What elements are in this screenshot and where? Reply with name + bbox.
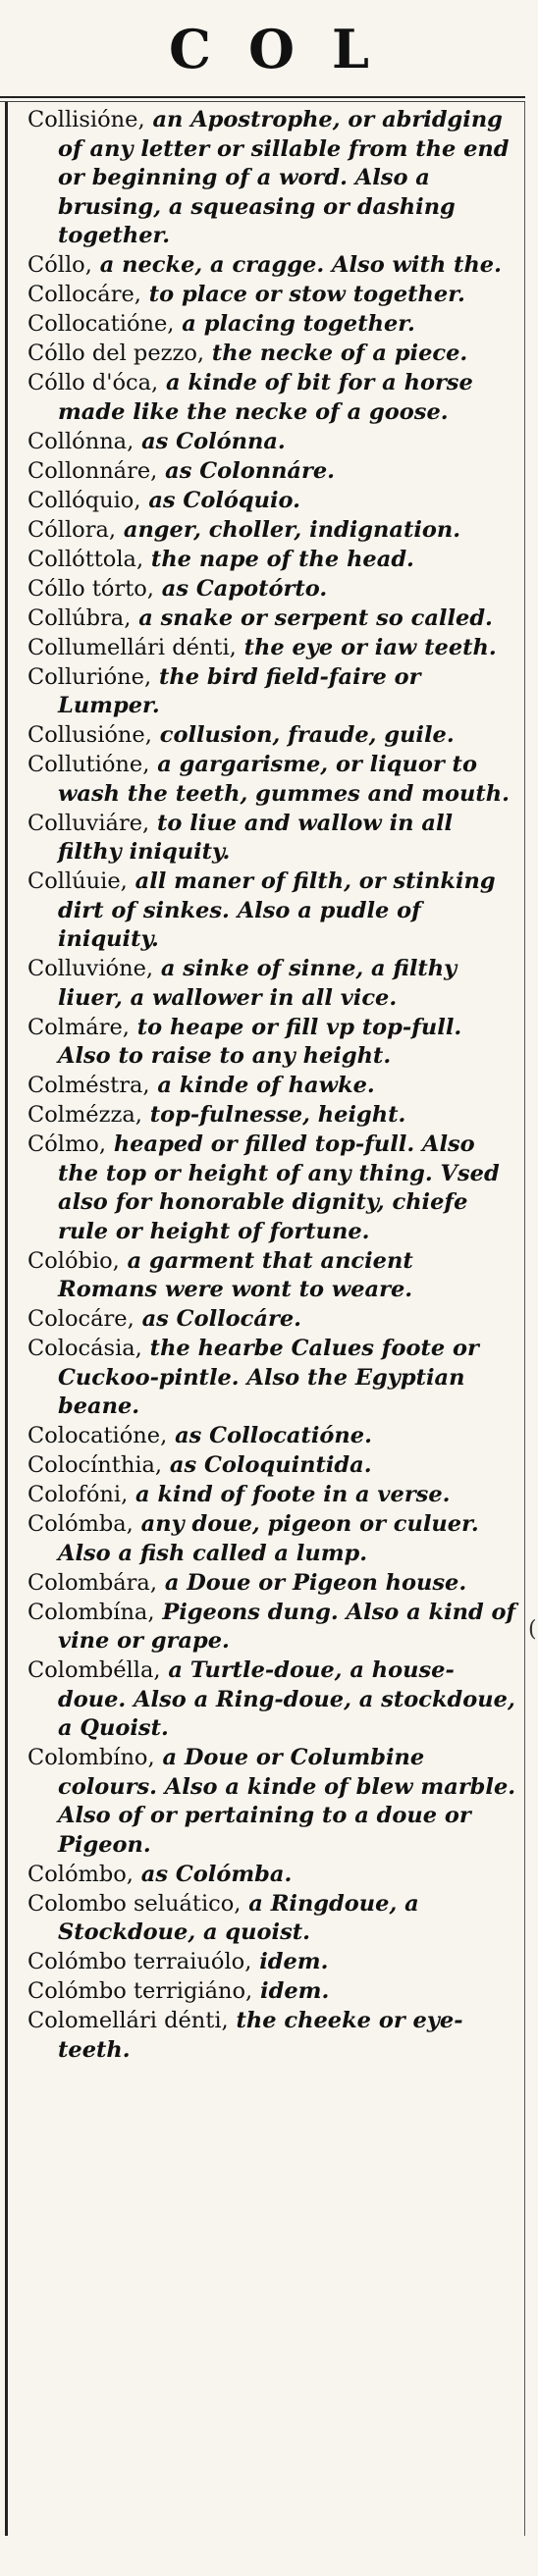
entry-definition: a Doue or Columbine colours. Also a kinde of blew marble. Also of or pertaining to a doue or Pigeon.	[58, 1745, 516, 1858]
entry-headword: Collurióne,	[27, 663, 152, 690]
entry-definition: all maner of filth, or stinking dirt of sinkes. Also a pudle of iniquity.	[58, 868, 496, 952]
dictionary-entry	[27, 516, 518, 546]
page-header-title: COL	[169, 18, 406, 80]
dictionary-entry	[27, 1422, 518, 1451]
entry-headword: Collúuie,	[27, 868, 128, 894]
dictionary-entry	[27, 1977, 518, 2007]
margin-mark: (	[528, 1617, 537, 1642]
entry-headword: Colluvióne,	[27, 956, 154, 981]
entry-definition: a placing together.	[174, 311, 415, 337]
dictionary-entry	[27, 1014, 518, 1072]
dictionary-entries	[27, 106, 518, 2066]
entry-headword: Collóttola,	[27, 546, 144, 572]
entry-headword: Collocáre,	[27, 282, 141, 307]
entry-definition: a Ringdoue, a Stockdoue, a quoist.	[58, 1890, 419, 1945]
entry-headword: Colombo seluático,	[27, 1890, 242, 1917]
dictionary-entry	[27, 1599, 518, 1656]
entry-definition: as Collocatióne.	[167, 1423, 372, 1448]
entry-definition: a snake or serpent so called.	[131, 605, 493, 631]
dictionary-entry	[27, 1072, 518, 1101]
entry-headword: Collutióne,	[27, 752, 150, 777]
entry-definition: a kinde of bit for a horse made like the necke of a goose.	[58, 370, 473, 425]
entry-headword: Colombára,	[27, 1569, 157, 1596]
dictionary-entry	[27, 867, 518, 955]
entry-headword: Colombíno,	[27, 1745, 155, 1770]
entry-definition: a Turtle-doue, a house-doue. Also a Ring-doue, a stockdoue, a Quoist.	[58, 1657, 515, 1741]
entry-headword: Colómbo terrigiáno,	[27, 1978, 253, 2004]
entry-headword: Colómbo,	[27, 1861, 134, 1887]
entry-headword: Colóbio,	[27, 1247, 120, 1274]
entry-headword: Colombína,	[27, 1599, 155, 1625]
dictionary-entry	[27, 251, 518, 281]
dictionary-entry	[27, 663, 518, 721]
entry-definition: as Colonnáre.	[157, 457, 336, 484]
entry-definition: to place or stow together.	[140, 282, 465, 307]
entry-headword: Collúbra,	[27, 605, 132, 631]
dictionary-entry	[27, 1247, 518, 1305]
entry-definition: anger, choller, indignation.	[116, 516, 461, 543]
entry-headword: Collusióne,	[27, 722, 152, 748]
dictionary-entry	[27, 106, 518, 251]
entry-headword: Colocásia,	[27, 1336, 142, 1361]
dictionary-entry	[27, 1510, 518, 1568]
entry-headword: Colmézza,	[27, 1102, 142, 1128]
dictionary-entry	[27, 1130, 518, 1246]
entry-definition: a Doue or Pigeon house.	[156, 1569, 467, 1596]
dictionary-entry	[27, 634, 518, 663]
dictionary-entry	[27, 605, 518, 634]
entry-definition: as Capotórto.	[153, 575, 328, 602]
dictionary-entry	[27, 1101, 518, 1130]
entry-headword: Colocáre,	[27, 1306, 134, 1332]
entry-definition: a garment that ancient Romans were wont to weare.	[58, 1247, 413, 1302]
entry-definition: any doue, pigeon or culuer. Also a fish called a lump.	[58, 1511, 479, 1566]
entry-headword: Colombélla,	[27, 1657, 161, 1683]
entry-definition: a sinke of sinne, a filthy liuer, a wallower in all vice.	[58, 956, 457, 1011]
entry-definition: the bird field-faire or Lumper.	[58, 663, 421, 718]
entry-definition: heaped or filled top-full. Also the top or height of any thing. Vsed also for honorable dignity, chiefe rule or height of fortune.	[58, 1131, 500, 1244]
entry-definition: idem.	[251, 1949, 329, 1974]
entry-definition: idem.	[252, 1978, 330, 2004]
dictionary-entry	[27, 575, 518, 605]
entry-definition: as Colónna.	[134, 428, 286, 454]
entry-headword: Colocínthia,	[27, 1452, 163, 1478]
header-rule-secondary	[0, 101, 525, 102]
entry-headword: Collocatióne,	[27, 311, 175, 337]
dictionary-entry	[27, 1948, 518, 1977]
entry-definition: as Colóquio.	[140, 487, 300, 513]
dictionary-entry	[27, 1335, 518, 1422]
entry-headword: Collisióne,	[27, 107, 145, 132]
entry-headword: Cóllo d'óca,	[27, 370, 159, 395]
dictionary-entry	[27, 428, 518, 457]
entry-definition: to heape or fill vp top-full. Also to raise to any height.	[58, 1014, 462, 1069]
entry-definition: the eye or iaw teeth.	[236, 634, 497, 660]
column-right-border	[524, 102, 525, 2536]
entry-definition: the hearbe Calues foote or Cuckoo-pintle. Also the Egyptian beane.	[58, 1336, 479, 1419]
entry-headword: Colómba,	[27, 1511, 134, 1537]
entry-definition: the cheeke or eye-teeth.	[58, 2008, 463, 2063]
entry-headword: Cóllo del pezzo,	[27, 341, 205, 366]
entry-definition: as Coloquintida.	[162, 1452, 372, 1478]
dictionary-entry	[27, 310, 518, 340]
entry-definition: a gargarisme, or liquor to wash the teeth, gummes and mouth.	[58, 752, 510, 807]
entry-definition: the necke of a piece.	[204, 341, 468, 366]
entry-definition: an Apostrophe, or abridging of any letter or sillable from the end or beginning of a word. Also a brusing, a squeasing or dashing together.	[58, 107, 510, 248]
entry-headword: Colómbo terraiuólo,	[27, 1949, 252, 1974]
dictionary-entry	[27, 810, 518, 867]
dictionary-entry	[27, 1890, 518, 1948]
entry-definition: a necke, a cragge. Also with the.	[91, 252, 502, 278]
entry-definition: collusion, fraude, guile.	[151, 722, 455, 748]
dictionary-entry	[27, 751, 518, 809]
dictionary-entry	[27, 955, 518, 1013]
entry-definition: a kind of foote in a verse.	[128, 1482, 451, 1507]
dictionary-entry	[27, 1305, 518, 1335]
entry-headword: Colocatióne,	[27, 1423, 168, 1448]
entry-headword: Cóllo tórto,	[27, 575, 154, 602]
entry-headword: Collonnáre,	[27, 457, 158, 484]
dictionary-entry	[27, 457, 518, 487]
entry-headword: Collumellári dénti,	[27, 634, 237, 660]
entry-definition: a kinde of hawke.	[149, 1073, 375, 1098]
dictionary-entry	[27, 721, 518, 751]
entry-headword: Cólmo,	[27, 1131, 106, 1157]
entry-definition: to liue and wallow in all filthy iniquity.	[58, 810, 454, 865]
dictionary-entry	[27, 487, 518, 516]
dictionary-entry	[27, 1481, 518, 1510]
entry-headword: Cóllora,	[27, 516, 117, 543]
entry-headword: Colluviáre,	[27, 810, 150, 836]
entry-headword: Cóllo,	[27, 252, 92, 278]
entry-headword: Colofóni,	[27, 1482, 129, 1507]
entry-definition: Pigeons dung. Also a kind of vine or grape.	[58, 1599, 516, 1654]
entry-headword: Collóquio,	[27, 487, 141, 513]
header-rule	[0, 96, 525, 98]
entry-headword: Collónna,	[27, 428, 134, 454]
entry-definition: as Colómba.	[133, 1861, 293, 1887]
dictionary-entry	[27, 340, 518, 369]
dictionary-entry	[27, 1451, 518, 1481]
entry-definition: top-fulnesse, height.	[141, 1102, 406, 1128]
dictionary-entry	[27, 1656, 518, 1744]
dictionary-entry	[27, 2007, 518, 2065]
entry-definition: the nape of the head.	[143, 546, 414, 572]
entry-headword: Colméstra,	[27, 1073, 150, 1098]
entry-headword: Colomellári dénti,	[27, 2008, 229, 2033]
entry-definition: as Collocáre.	[134, 1306, 301, 1332]
dictionary-entry	[27, 369, 518, 427]
dictionary-entry	[27, 1569, 518, 1599]
dictionary-entry	[27, 1744, 518, 1860]
dictionary-entry	[27, 281, 518, 310]
column-left-border	[5, 102, 8, 2536]
entry-headword: Colmáre,	[27, 1014, 130, 1040]
dictionary-entry	[27, 1861, 518, 1890]
dictionary-entry	[27, 546, 518, 575]
